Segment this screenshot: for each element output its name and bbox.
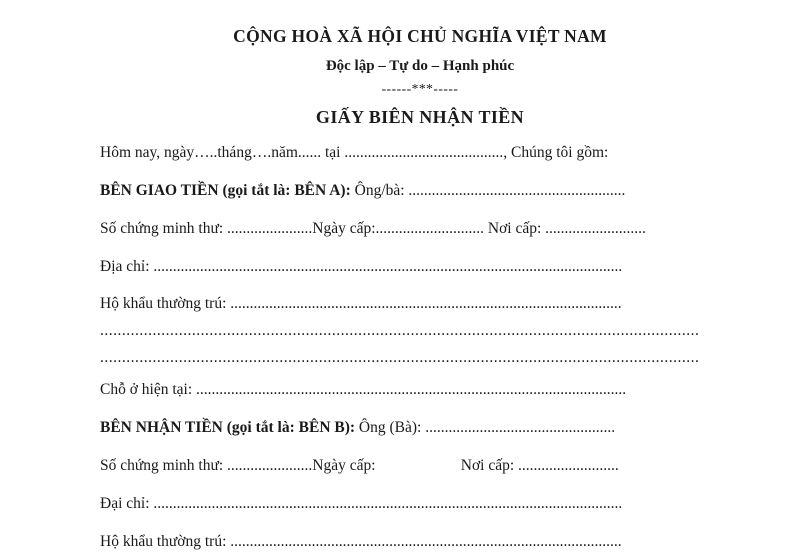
- national-title: CỘNG HOÀ XÃ HỘI CHỦ NGHĨA VIỆT NAM: [233, 26, 607, 46]
- party-a-heading: [100, 181, 740, 202]
- party-b-heading-bold: BÊN NHẬN TIỀN (gọi tắt là: BÊN B):: [100, 419, 356, 437]
- party-b-address-line: Đại chỉ: .........................................................................................................................: [100, 495, 623, 512]
- party-a-address-line: Địa chỉ: .........................................................................................................................: [100, 257, 623, 275]
- party-b-heading-rest: Ông (Bà): .................................................: [355, 419, 616, 437]
- party-a-residence-label: Hộ khẩu thường trú: .....................................................................................................: [100, 295, 622, 313]
- intro-line: Hôm nay, ngày…..tháng….năm...... tại ........................................., Chúng tôi gồm:: [100, 143, 609, 161]
- star-separator: ------***-----: [381, 81, 459, 96]
- party-b-heading: [100, 418, 740, 439]
- national-motto: Độc lập – Tự do – Hạnh phúc: [325, 58, 515, 74]
- document-title: GIẤY BIÊN NHẬN TIỀN: [315, 107, 525, 128]
- party-b-id-line: Số chứng minh thư: ......................Ngày cấp: Nơi cấp: ..........................: [100, 457, 619, 475]
- party-a-heading-bold: BÊN GIAO TIỀN (gọi tắt là: BÊN A):: [100, 181, 351, 199]
- party-a-residence-dots-1: .........................................................................................................................................: [100, 322, 700, 340]
- party-a-heading-rest: Ông/bà: ........................................................: [350, 181, 626, 199]
- party-a-residence-dots-2: .........................................................................................................................................: [100, 349, 700, 367]
- party-b-residence-label: Hộ khẩu thường trú: .....................................................................................................: [100, 532, 622, 550]
- party-a-current-place-line: Chỗ ở hiện tại: ...............................................................................................................: [100, 381, 627, 399]
- party-a-id-line: Số chứng minh thư: ......................Ngày cấp:............................ Nơi cấp: ..........................: [100, 219, 646, 237]
